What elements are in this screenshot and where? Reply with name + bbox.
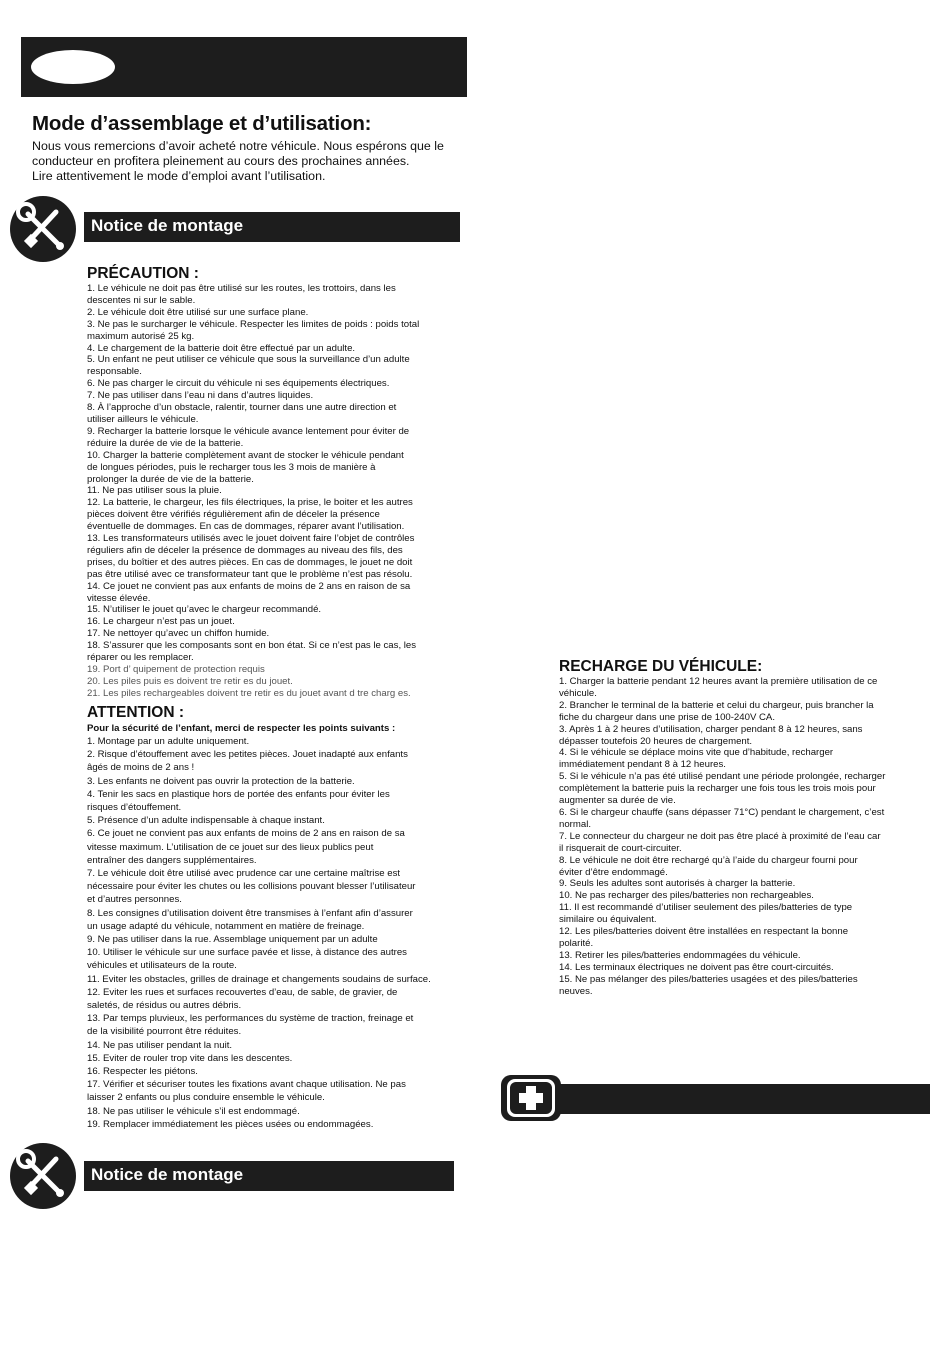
list-line: 3. Ne pas le surcharger le véhicule. Respecter les limites de poids : poids total [87, 318, 420, 330]
intro-line: Nous vous remercions d’avoir acheté notre véhicule. Nous espérons que le [32, 139, 444, 153]
list-line: vitesse maximum. L’utilisation de ce jouet sur des lieux publics peut [87, 841, 374, 853]
list-line: éviter d’être endommagé. [559, 866, 668, 878]
list-line: 18. S’assurer que les composants sont en bon état. Si ce n’est pas le cas, les [87, 640, 417, 652]
intro-text [32, 139, 472, 185]
list-line: 2. Le véhicule doit être utilisé sur une surface plane. [87, 306, 309, 318]
list-line: 19. Port d’ quipement de protection requis [87, 664, 265, 675]
list-line: 11. Il est recommandé d’utiliser seulement des piles/batteries de type [559, 902, 853, 914]
tools-icon [10, 196, 76, 262]
list-line: 4. Le chargement de la batterie doit être effectué par un adulte. [87, 342, 356, 354]
list-line: prises, du boîtier et des autres pièces. En cas de dommages, le jouet ne doit [87, 556, 413, 568]
list-line: réparer ou les remplacer. [87, 652, 194, 664]
list-line: augmenter sa durée de vie. [559, 795, 676, 807]
list-line: éventuelle de dommages. En cas de dommages, réparer avant l’utilisation. [87, 521, 405, 533]
list-line: 12. Les piles/batteries doivent être installées en respectant la bonne [559, 926, 849, 938]
list-line: 15. N’utiliser le jouet qu’avec le chargeur recommandé. [87, 604, 322, 616]
list-line: 17. Vérifier et sécuriser toutes les fixations avant chaque utilisation. Ne pas [87, 1079, 406, 1091]
list-line: 13. Les transformateurs utilisés avec le jouet doivent faire l’objet de contrôles [87, 533, 415, 545]
list-line: fiche du chargeur dans une prise de 100-240V CA. [559, 711, 775, 723]
list-line: complètement la batterie puis la recharger une fois tous les trois mois pour [559, 783, 876, 795]
list-line: pas être utilisé avec ce transformateur tant que le problème n’est pas résolu. [87, 568, 413, 580]
list-line: 2. Risque d’étouffement avec les petites pièces. Jouet inadapté aux enfants [87, 749, 408, 761]
list-line: risques d’étouffement. [87, 802, 182, 814]
recharge-list [559, 676, 885, 997]
list-line: 1. Le véhicule ne doit pas être utilisé sur les routes, les trottoirs, dans les [87, 283, 396, 294]
list-line: prolonger la durée de vie de la batterie. [87, 473, 254, 485]
list-line: laisser 2 enfants ou plus conduire ensemble le véhicule. [87, 1092, 325, 1104]
list-line: 10. Charger la batterie complètement avant de stocker le véhicule pendant [87, 449, 404, 461]
attention-heading: ATTENTION : [87, 704, 185, 721]
list-line: 15. Eviter de rouler trop vite dans les descentes. [87, 1052, 293, 1064]
list-line: 14. Ne pas utiliser pendant la nuit. [87, 1039, 233, 1051]
list-line: 4. Tenir les sacs en plastique hors de portée des enfants pour éviter les [87, 788, 390, 800]
list-line: nécessaire pour éviter les chutes ou les collisions pouvant blesser l’utilisateur [87, 881, 416, 893]
list-line: 2. Brancher le terminal de la batterie et celui du chargeur, puis brancher la [559, 699, 874, 711]
list-line: 14. Ce jouet ne convient pas aux enfants de moins de 2 ans en raison de sa [87, 580, 411, 592]
list-line: 15. Ne pas mélanger des piles/batteries usagées et des piles/batteries [559, 973, 858, 985]
list-line: immédiatement pendant 8 à 12 heures. [559, 759, 726, 771]
list-line: 7. Ne pas utiliser dans l’eau ni dans d’autres liquides. [87, 390, 314, 402]
list-line: 12. La batterie, le chargeur, les fils électriques, la prise, le boiter et les autres [87, 497, 413, 509]
list-line: 6. Ce jouet ne convient pas aux enfants de moins de 2 ans en raison de sa [87, 828, 405, 840]
list-line: 13. Par temps pluvieux, les performances du système de traction, freinage et [87, 1013, 414, 1025]
list-line: véhicules et utilisateurs de la route. [87, 960, 237, 972]
list-line: polarité. [559, 937, 594, 949]
list-line: normal. [559, 818, 591, 830]
section-bar-assembly-2 [84, 1161, 454, 1191]
list-line: 1. Charger la batterie pendant 12 heures avant la première utilisation de ce [559, 676, 878, 687]
list-line: 9. Ne pas utiliser dans la rue. Assemblage uniquement par un adulte [87, 934, 378, 946]
list-line: 10. Ne pas recharger des piles/batteries non rechargeables. [559, 890, 814, 902]
tools-icon [10, 1143, 76, 1209]
attention-subheading: Pour la sécurité de l’enfant, merci de respecter les points suivants : [87, 723, 396, 734]
attention-list [87, 735, 431, 1131]
section-bar-assembly [84, 212, 460, 242]
list-line: 17. Ne nettoyer qu’avec un chiffon humide. [87, 628, 270, 640]
list-line: 3. Les enfants ne doivent pas ouvrir la protection de la batterie. [87, 775, 355, 787]
list-line: maximum autorisé 25 kg. [87, 330, 195, 342]
list-line: pièces doivent être vérifiés régulièrement afin de déceler la présence [87, 509, 380, 521]
list-line: 19. Remplacer immédiatement les pièces usées ou endommagées. [87, 1118, 374, 1130]
header-pill [31, 50, 115, 84]
list-line: similaire ou équivalent. [559, 914, 657, 926]
list-line: 3. Après 1 à 2 heures d’utilisation, charger pendant 8 à 12 heures, sans [559, 723, 863, 735]
list-line: réduire la durée de vie de la batterie. [87, 437, 244, 449]
list-line: 7. Le véhicule doit être utilisé avec prudence car une certaine maîtrise est [87, 868, 401, 880]
list-line: 11. Ne pas utiliser sous la pluie. [87, 485, 222, 497]
precaution-heading: PRÉCAUTION : [87, 265, 199, 282]
list-line: utiliser ailleurs le véhicule. [87, 413, 199, 425]
list-line: 6. Si le chargeur chauffe (sans dépasser 71°C) pendant le chargement, c’est [559, 806, 885, 818]
list-line: 21. Les piles rechargeables doivent tre retir es du jouet avant d tre charg es. [87, 687, 411, 699]
first-aid-cross-icon [499, 1071, 565, 1125]
list-line: un usage adapté du véhicule, notamment en matière de freinage. [87, 920, 365, 932]
first-aid-bar [542, 1084, 930, 1114]
list-line: et d’autres personnes. [87, 894, 182, 906]
list-line: 16. Respecter les piétons. [87, 1066, 198, 1078]
list-line: 4. Si le véhicule se déplace moins vite que d’habitude, recharger [559, 747, 834, 759]
list-line: dépasser toutefois 20 heures de chargement. [559, 735, 753, 747]
list-line: 14. Les terminaux électriques ne doivent pas être court-circuités. [559, 961, 834, 973]
precaution-list [87, 283, 419, 700]
list-line: entraîner des dangers supplémentaires. [87, 854, 257, 866]
list-line: 9. Recharger la batterie lorsque le véhicule avance lentement pour éviter de [87, 425, 410, 437]
list-line: 11. Eviter les obstacles, grilles de drainage et changements soudains de surface. [87, 973, 431, 985]
section-label: Notice de montage [91, 1165, 244, 1184]
list-line: descentes ni sur le sable. [87, 294, 196, 306]
list-line: vitesse élevée. [87, 592, 151, 604]
list-line: 8. Le véhicule ne doit être rechargé qu’à l’aide du chargeur fourni pour [559, 854, 858, 866]
list-line: saletés, de résidus ou autres débris. [87, 1000, 242, 1012]
list-line: 5. Un enfant ne peut utiliser ce véhicule que sous la surveillance d’un adulte [87, 354, 410, 366]
list-line: responsable. [87, 366, 142, 378]
recharge-heading: RECHARGE DU VÉHICULE: [559, 658, 763, 675]
list-line: 7. Le connecteur du chargeur ne doit pas être placé à proximité de l’eau car [559, 830, 881, 842]
list-line: il risquerait de court-circuiter. [559, 842, 682, 854]
section-label: Notice de montage [91, 216, 244, 235]
list-line: 8. Les consignes d’utilisation doivent être transmises à l’enfant afin d’assurer [87, 907, 413, 919]
list-line: 1. Montage par un adulte uniquement. [87, 736, 250, 747]
list-line: de longues périodes, puis le recharger tous les 3 mois de manière à [87, 461, 376, 473]
list-line: 20. Les piles puis es doivent tre retir es du jouet. [87, 675, 293, 687]
list-line: 18. Ne pas utiliser le véhicule s’il est endommagé. [87, 1105, 300, 1117]
list-line: 13. Retirer les piles/batteries endommagées du véhicule. [559, 949, 801, 961]
list-line: 5. Présence d’un adulte indispensable à chaque instant. [87, 815, 325, 827]
intro-line: conducteur en profitera pleinement au cours des prochaines années. [32, 154, 410, 169]
list-line: 9. Seuls les adultes sont autorisés à charger la batterie. [559, 878, 796, 890]
list-line: 6. Ne pas charger le circuit du véhicule ni ses équipements électriques. [87, 378, 390, 390]
list-line: 5. Si le véhicule n’a pas été utilisé pendant une période prolongée, recharger [559, 771, 886, 783]
list-line: de la visibilité pourront être réduites. [87, 1026, 242, 1038]
list-line: 10. Utiliser le véhicule sur une surface pavée et lisse, à distance des autres [87, 947, 407, 959]
list-line: 8. À l’approche d’un obstacle, ralentir, tourner dans une autre direction et [87, 402, 397, 414]
list-line: véhicule. [559, 687, 597, 699]
list-line: réguliers afin de déceler la présence de dommages au niveau des fils, des [87, 544, 403, 556]
list-line: 12. Eviter les rues et surfaces recouvertes d’eau, de sable, de gravier, de [87, 986, 398, 998]
intro-line: Lire attentivement le mode d’emploi avant l’utilisation. [32, 169, 326, 184]
list-line: 16. Le chargeur n’est pas un jouet. [87, 616, 235, 628]
header-bar [21, 37, 467, 97]
page-title: Mode d’assemblage et d’utilisation: [32, 112, 372, 135]
list-line: neuves. [559, 985, 593, 997]
list-line: âgés de moins de 2 ans ! [87, 762, 195, 774]
